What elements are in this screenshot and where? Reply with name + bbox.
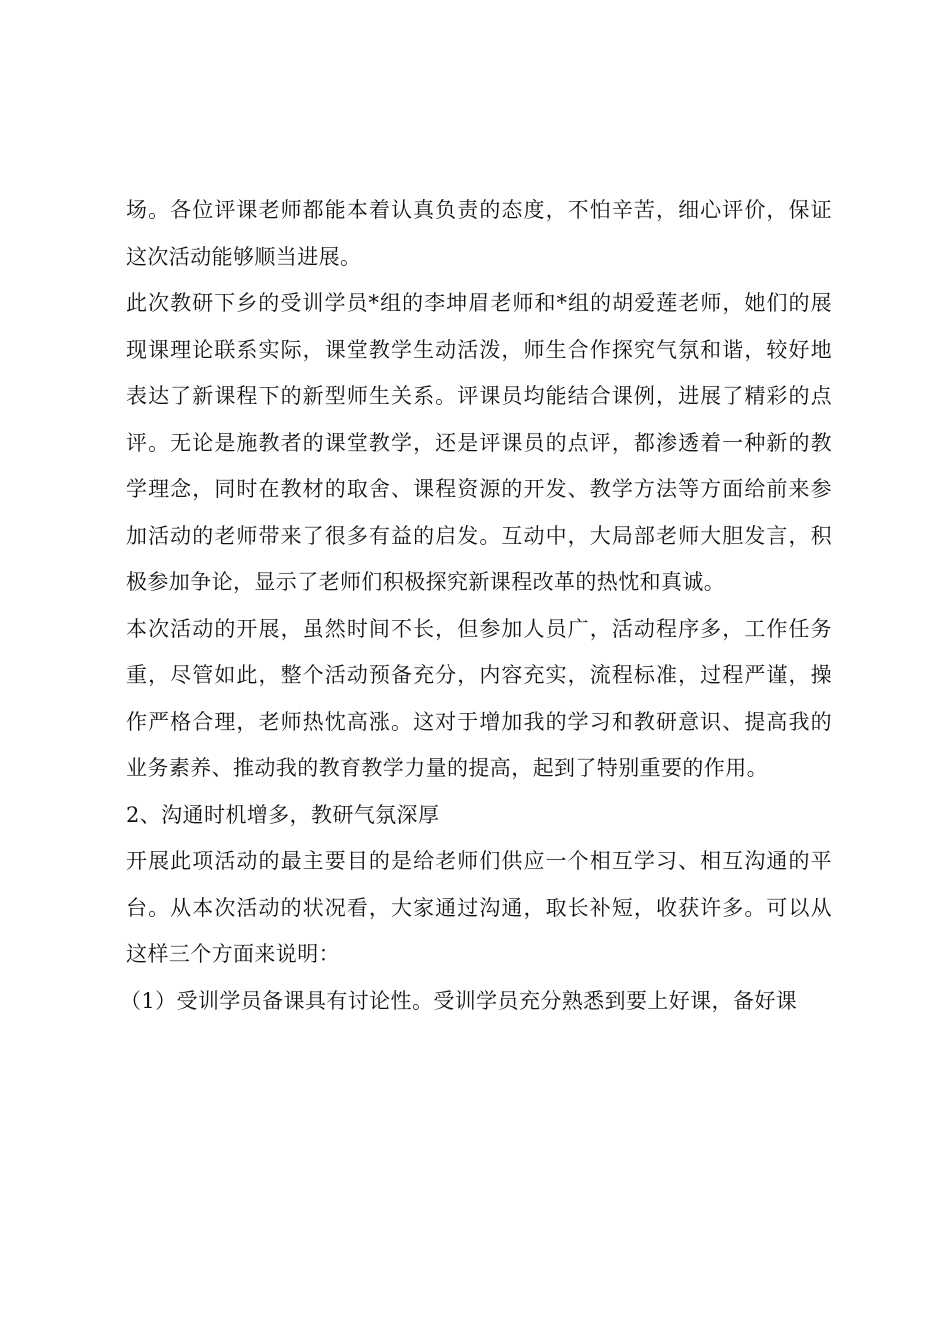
paragraph-section-intro: 开展此项活动的最主要目的是给老师们供应一个相互学习、相互沟通的平台。从本次活动的状况看，大家通过沟通，取长补短，收获许多。可以从这样三个方面来说明： (126, 849, 832, 966)
document-body (120, 187, 832, 1024)
list-item-1: （1）受训学员备课具有讨论性。受训学员充分熟悉到要上好课，备好课 (120, 988, 798, 1013)
section-heading: 2、沟通时机增多，教研气氛深厚 (126, 802, 440, 827)
paragraph-activity-summary: 本次活动的开展，虽然时间不长，但参加人员广，活动程序多，工作任务重，尽管如此，整个活动预备充分，内容充实，流程标准，过程严谨，操作严格合理，老师热忱高涨。这对于增加我的学习和教研意识、提高我的业务素养、推动我的教育教学力量的提高，起到了特别重要的作用。 (126, 616, 832, 780)
paragraph-teaching-visit: 此次教研下乡的受训学员*组的李坤眉老师和*组的胡爱莲老师，她们的展现课理论联系实际，课堂教学生动活泼，师生合作探究气氛和谐，较好地表达了新课程下的新型师生关系。评课员均能结合课例，进展了精彩的点评。无论是施教者的课堂教学，还是评课员的点评，都渗透着一种新的教学理念，同时在教材的取舍、课程资源的开发、教学方法等方面给前来参加活动的老师带来了很多有益的启发。互动中，大局部老师大胆发言，积极参加争论，显示了老师们积极探究新课程改革的热忱和真诚。 (126, 291, 832, 594)
paragraph-continuation: 场。各位评课老师都能本着认真负责的态度，不怕辛苦，细心评价，保证这次活动能够顺当进展。 (126, 198, 832, 269)
